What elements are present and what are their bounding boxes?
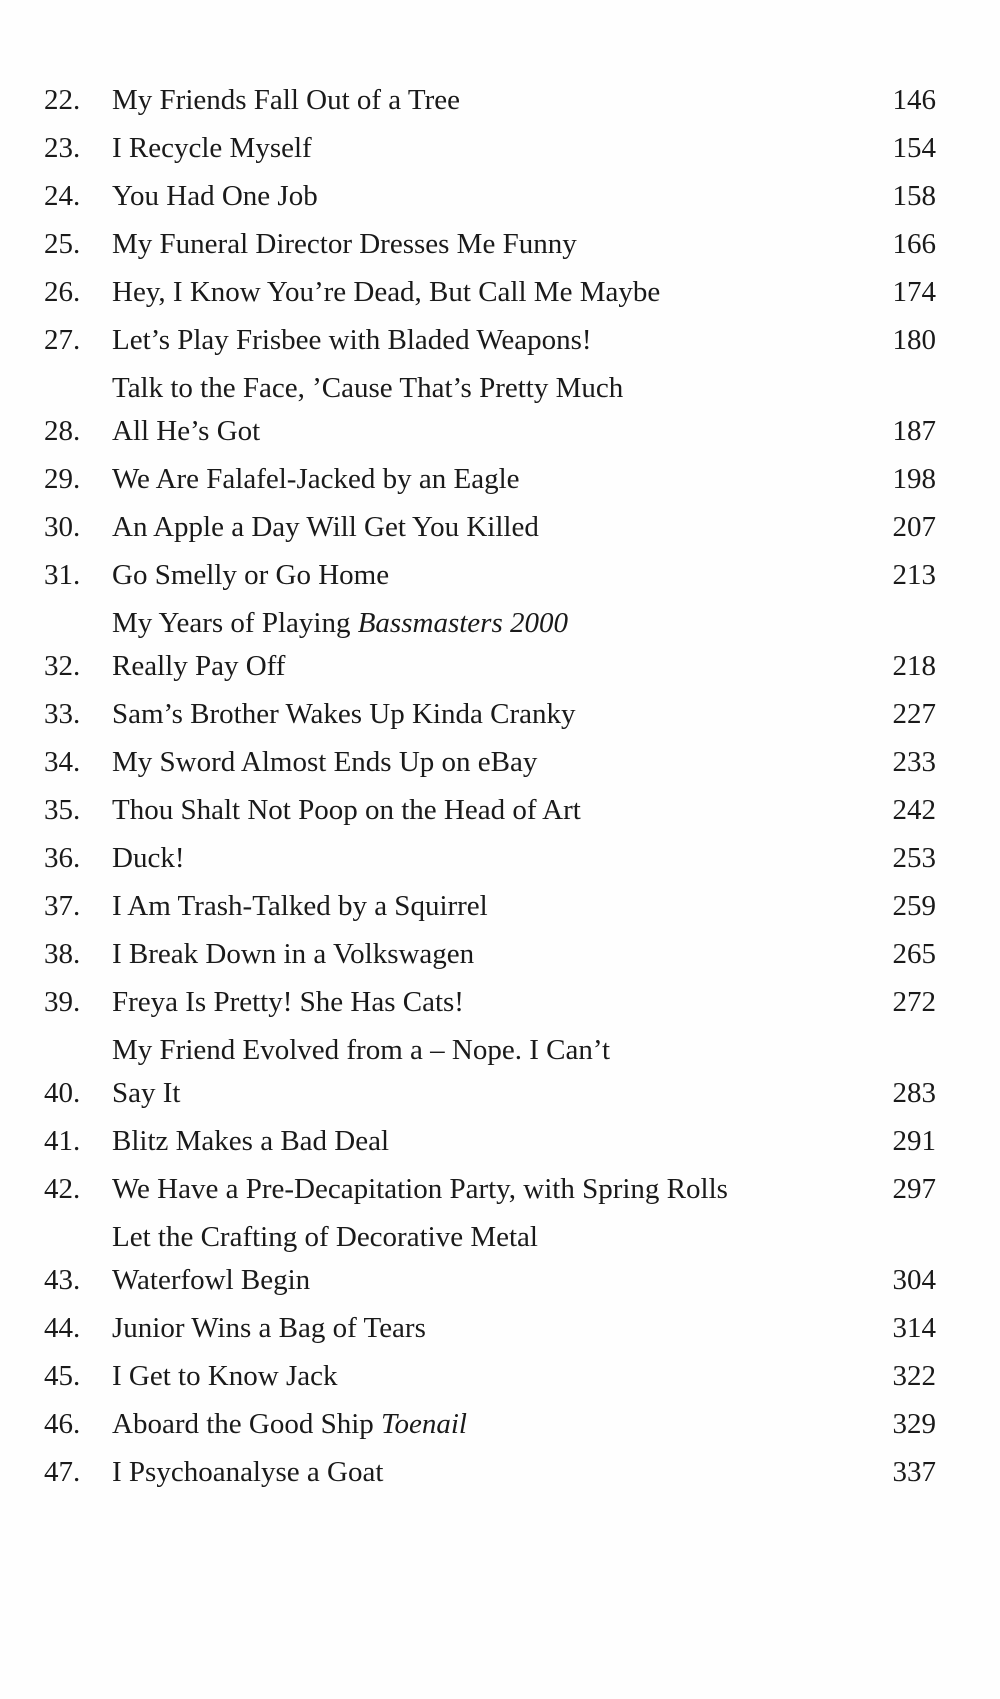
chapter-number: 31. [44,559,81,591]
table-of-contents [44,86,936,1487]
toc-entry [44,609,936,681]
chapter-title: Duck! [112,842,185,874]
chapter-title: Sam’s Brother Wakes Up Kinda Cranky [112,698,576,730]
toc-entry [44,465,936,494]
chapter-title-italic: Toenail [381,1408,467,1440]
toc-entry [44,1458,936,1487]
chapter-title-line [112,607,568,639]
page-number: 265 [892,938,936,970]
page-number: 180 [892,324,936,356]
page-number: 283 [892,1077,936,1109]
chapter-title [112,1223,856,1295]
toc-entry [44,561,936,590]
chapter-title: We Are Falafel-Jacked by an Eagle [112,463,520,495]
page-number: 291 [892,1125,936,1157]
toc-entry [44,1175,936,1204]
chapter-number: 39. [44,986,81,1018]
chapter-number: 36. [44,842,81,874]
page-number: 314 [892,1312,936,1344]
page-number: 187 [892,415,936,447]
toc-entry [44,940,936,969]
page-number: 207 [892,511,936,543]
toc-entry [44,374,936,446]
chapter-title: I Get to Know Jack [112,1360,338,1392]
toc-entry [44,1036,936,1108]
chapter-number: 38. [44,938,81,970]
chapter-number: 37. [44,890,81,922]
chapter-number: 45. [44,1360,81,1392]
chapter-title: My Friends Fall Out of a Tree [112,84,460,116]
chapter-number: 47. [44,1456,81,1488]
chapter-number: 28. [44,415,81,447]
page-number: 154 [892,132,936,164]
chapter-title: Freya Is Pretty! She Has Cats! [112,986,464,1018]
page-number: 166 [892,228,936,260]
page-number: 337 [892,1456,936,1488]
page-number: 218 [892,650,936,682]
toc-entry [44,182,936,211]
chapter-title: Go Smelly or Go Home [112,559,390,591]
chapter-title: I Psychoanalyse a Goat [112,1456,384,1488]
chapter-title-continuation: Waterfowl Begin [112,1264,311,1296]
chapter-title [112,374,856,446]
chapter-title: Junior Wins a Bag of Tears [112,1312,426,1344]
chapter-title-line: Talk to the Face, ’Cause That’s Pretty Much [112,372,624,404]
toc-entry [44,1314,936,1343]
toc-entry [44,1127,936,1156]
toc-entry [44,1362,936,1391]
toc-entry [44,748,936,777]
chapter-title: My Sword Almost Ends Up on eBay [112,746,538,778]
toc-entry [44,1410,936,1439]
chapter-number: 44. [44,1312,81,1344]
chapter-number: 42. [44,1173,81,1205]
chapter-title: You Had One Job [112,180,318,212]
chapter-number: 32. [44,650,81,682]
page-number: 198 [892,463,936,495]
toc-entry [44,892,936,921]
chapter-number: 22. [44,84,81,116]
chapter-number: 34. [44,746,81,778]
page-number: 174 [892,276,936,308]
chapter-title: Hey, I Know You’re Dead, But Call Me Maybe [112,276,661,308]
chapter-number: 46. [44,1408,81,1440]
page-number: 146 [892,84,936,116]
chapter-title [112,609,856,681]
chapter-number: 23. [44,132,81,164]
chapter-title: An Apple a Day Will Get You Killed [112,511,539,543]
chapter-title: I Break Down in a Volkswagen [112,938,475,970]
toc-entry [44,796,936,825]
chapter-title [112,1036,856,1108]
page-number: 272 [892,986,936,1018]
chapter-number: 29. [44,463,81,495]
page-number: 304 [892,1264,936,1296]
toc-entry [44,326,936,355]
chapter-number: 41. [44,1125,81,1157]
toc-entry [44,513,936,542]
chapter-title: Let’s Play Frisbee with Bladed Weapons! [112,324,592,356]
chapter-title-line: Let the Crafting of Decorative Metal [112,1221,538,1253]
toc-entry [44,700,936,729]
page-number: 227 [892,698,936,730]
chapter-title-continuation: All He’s Got [112,415,261,447]
chapter-title: I Recycle Myself [112,132,312,164]
page-number: 297 [892,1173,936,1205]
chapter-title-text: Aboard the Good Ship [112,1408,382,1440]
chapter-title-text: My Years of Playing [112,607,358,639]
chapter-number: 33. [44,698,81,730]
chapter-number: 26. [44,276,81,308]
chapter-title: I Am Trash-Talked by a Squirrel [112,890,488,922]
toc-entry [44,1223,936,1295]
chapter-title-continuation: Say It [112,1077,181,1109]
chapter-title: Blitz Makes a Bad Deal [112,1125,390,1157]
chapter-number: 24. [44,180,81,212]
page-number: 253 [892,842,936,874]
chapter-number: 35. [44,794,81,826]
chapter-title: Thou Shalt Not Poop on the Head of Art [112,794,581,826]
toc-entry [44,278,936,307]
page-number: 322 [892,1360,936,1392]
toc-entry [44,844,936,873]
page-number: 259 [892,890,936,922]
chapter-title-italic: Bassmasters 2000 [357,607,568,639]
chapter-title-continuation: Really Pay Off [112,650,286,682]
chapter-title [112,1410,856,1439]
toc-entry [44,988,936,1017]
page-number: 233 [892,746,936,778]
toc-entry [44,230,936,259]
page-number: 213 [892,559,936,591]
page-number: 329 [892,1408,936,1440]
chapter-number: 30. [44,511,81,543]
chapter-number: 40. [44,1077,81,1109]
page-number: 158 [892,180,936,212]
chapter-number: 25. [44,228,81,260]
chapter-title-line: My Friend Evolved from a – Nope. I Can’t [112,1034,611,1066]
toc-entry [44,134,936,163]
page-number: 242 [892,794,936,826]
chapter-title: We Have a Pre-Decapitation Party, with Spring Rolls [112,1173,728,1205]
chapter-number: 43. [44,1264,81,1296]
toc-entry [44,86,936,115]
chapter-title: My Funeral Director Dresses Me Funny [112,228,577,260]
chapter-number: 27. [44,324,81,356]
